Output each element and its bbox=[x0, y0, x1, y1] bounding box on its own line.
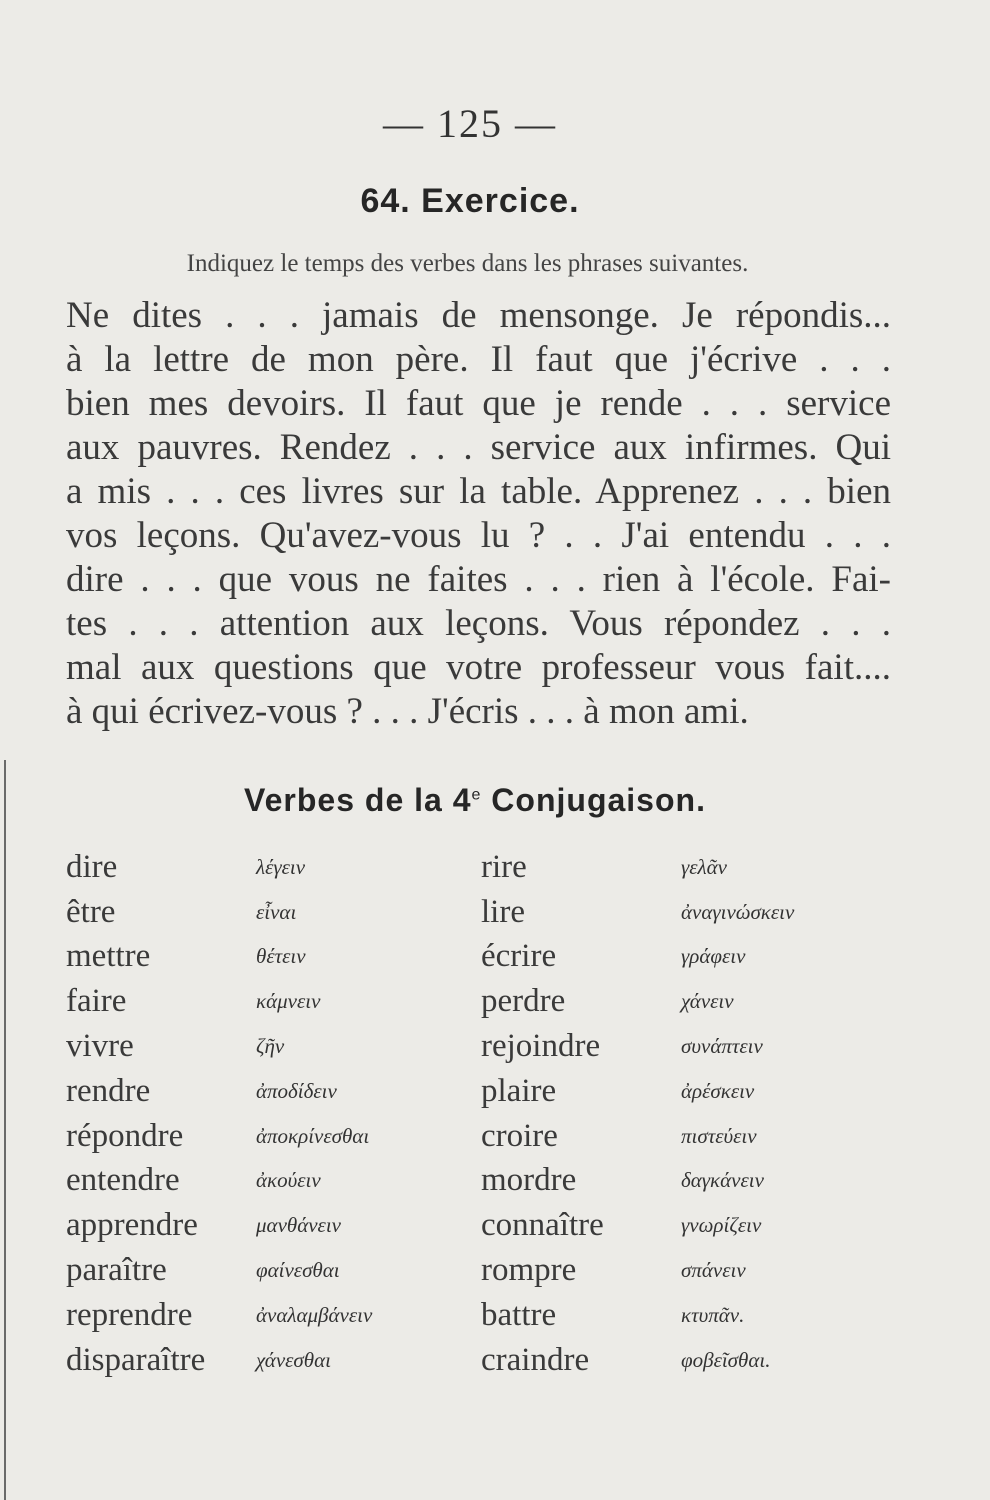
verbs-table-title bbox=[0, 782, 950, 819]
french-verb: faire bbox=[66, 983, 127, 1020]
french-verb: rire bbox=[481, 848, 527, 885]
greek-verb: φοβεῖσθαι. bbox=[681, 1347, 771, 1372]
greek-verb: γνωρίζειν bbox=[681, 1213, 762, 1238]
verb-row bbox=[66, 979, 891, 1024]
greek-verb: δαγκάνειν bbox=[681, 1168, 764, 1193]
exercise-line: Ne dites . . . jamais de mensonge. Je répondis... bbox=[66, 295, 891, 336]
exercise-text bbox=[66, 294, 891, 734]
greek-verb: γράφειν bbox=[681, 944, 746, 969]
french-verb: entendre bbox=[66, 1162, 180, 1199]
exercise-line: a mis . . . ces livres sur la table. Apprenez . . . bien bbox=[66, 471, 891, 512]
verbs-title-start: Verbes de la bbox=[244, 782, 443, 818]
greek-verb: ζῆν bbox=[256, 1034, 285, 1059]
verb-row bbox=[66, 1338, 891, 1383]
exercise-instruction: Indiquez le temps des verbes dans les phrases suivantes. bbox=[186, 250, 749, 277]
greek-verb: ἀναγινώσκειν bbox=[681, 899, 795, 924]
verbs-title-end: Conjugaison. bbox=[491, 782, 706, 818]
french-verb: disparaître bbox=[66, 1341, 206, 1378]
verb-row bbox=[66, 1248, 891, 1293]
french-verb: craindre bbox=[481, 1341, 590, 1378]
greek-verb: μανθάνειν bbox=[256, 1213, 341, 1238]
french-verb: rompre bbox=[481, 1252, 577, 1289]
french-verb: paraître bbox=[66, 1252, 167, 1289]
verb-row bbox=[66, 1069, 891, 1114]
french-verb: vivre bbox=[66, 1028, 134, 1065]
verb-row bbox=[66, 1293, 891, 1338]
greek-verb: χάνεσθαι bbox=[256, 1347, 331, 1372]
french-verb: lire bbox=[481, 893, 525, 930]
greek-verb: ἀναλαμβάνειν bbox=[256, 1302, 373, 1327]
greek-verb: ἀποκρίνεσθαι bbox=[256, 1123, 370, 1148]
french-verb: croire bbox=[481, 1117, 558, 1154]
greek-verb: γελᾶν bbox=[681, 854, 727, 879]
french-verb: rejoindre bbox=[481, 1028, 601, 1065]
french-verb: battre bbox=[481, 1296, 557, 1333]
exercise-line: dire . . . que vous ne faites . . . rien à l'école. Fai- bbox=[66, 559, 891, 600]
greek-verb: πιστεύειν bbox=[681, 1123, 757, 1148]
exercise-line: à qui écrivez-vous ? . . . J'écris . . . à mon ami. bbox=[66, 691, 749, 732]
greek-verb: ἀποδίδειν bbox=[256, 1078, 337, 1103]
french-verb: perdre bbox=[481, 983, 566, 1020]
exercise-line: mal aux questions que votre professeur vous fait.... bbox=[66, 647, 891, 688]
exercise-title: 64. Exercice. bbox=[360, 182, 580, 220]
exercise-line: bien mes devoirs. Il faut que je rende . . . service bbox=[66, 383, 891, 424]
greek-verb: εἶναι bbox=[256, 899, 297, 924]
french-verb: mettre bbox=[66, 938, 151, 975]
french-verb: répondre bbox=[66, 1117, 184, 1154]
page-edge-line bbox=[4, 760, 6, 1500]
verbs-table bbox=[66, 845, 891, 1383]
french-verb: être bbox=[66, 893, 116, 930]
verbs-title-superscript: e bbox=[471, 786, 482, 804]
verb-row bbox=[66, 1114, 891, 1159]
verb-row bbox=[66, 1159, 891, 1204]
french-verb: rendre bbox=[66, 1072, 151, 1109]
greek-verb: κάμνειν bbox=[256, 989, 321, 1014]
greek-verb: λέγειν bbox=[256, 854, 306, 879]
verb-row bbox=[66, 1024, 891, 1069]
verb-row bbox=[66, 1203, 891, 1248]
verbs-title-number: 4 bbox=[452, 782, 472, 818]
verb-row bbox=[66, 935, 891, 980]
verb-row bbox=[66, 845, 891, 890]
french-verb: reprendre bbox=[66, 1296, 193, 1333]
exercise-line: à la lettre de mon père. Il faut que j'écrive . . . bbox=[66, 339, 891, 380]
greek-verb: ἀκούειν bbox=[256, 1168, 321, 1193]
french-verb: apprendre bbox=[66, 1207, 198, 1244]
french-verb: plaire bbox=[481, 1072, 557, 1109]
french-verb: connaître bbox=[481, 1207, 604, 1244]
greek-verb: θέτειν bbox=[256, 944, 306, 969]
french-verb: mordre bbox=[481, 1162, 577, 1199]
exercise-line: aux pauvres. Rendez . . . service aux infirmes. Qui bbox=[66, 427, 891, 468]
greek-verb: συνάπτειν bbox=[681, 1034, 763, 1059]
verb-row bbox=[66, 890, 891, 935]
page-number: — 125 — bbox=[383, 101, 557, 146]
greek-verb: χάνειν bbox=[681, 989, 734, 1014]
exercise-line: tes . . . attention aux leçons. Vous répondez . . . bbox=[66, 603, 891, 644]
exercise-line: vos leçons. Qu'avez-vous lu ? . . J'ai entendu . . . bbox=[66, 515, 891, 556]
greek-verb: σπάνειν bbox=[681, 1258, 746, 1283]
french-verb: dire bbox=[66, 848, 118, 885]
greek-verb: ἀρέσκειν bbox=[681, 1078, 755, 1103]
greek-verb: κτυπᾶν. bbox=[681, 1302, 745, 1327]
french-verb: écrire bbox=[481, 938, 557, 975]
greek-verb: φαίνεσθαι bbox=[256, 1258, 340, 1283]
